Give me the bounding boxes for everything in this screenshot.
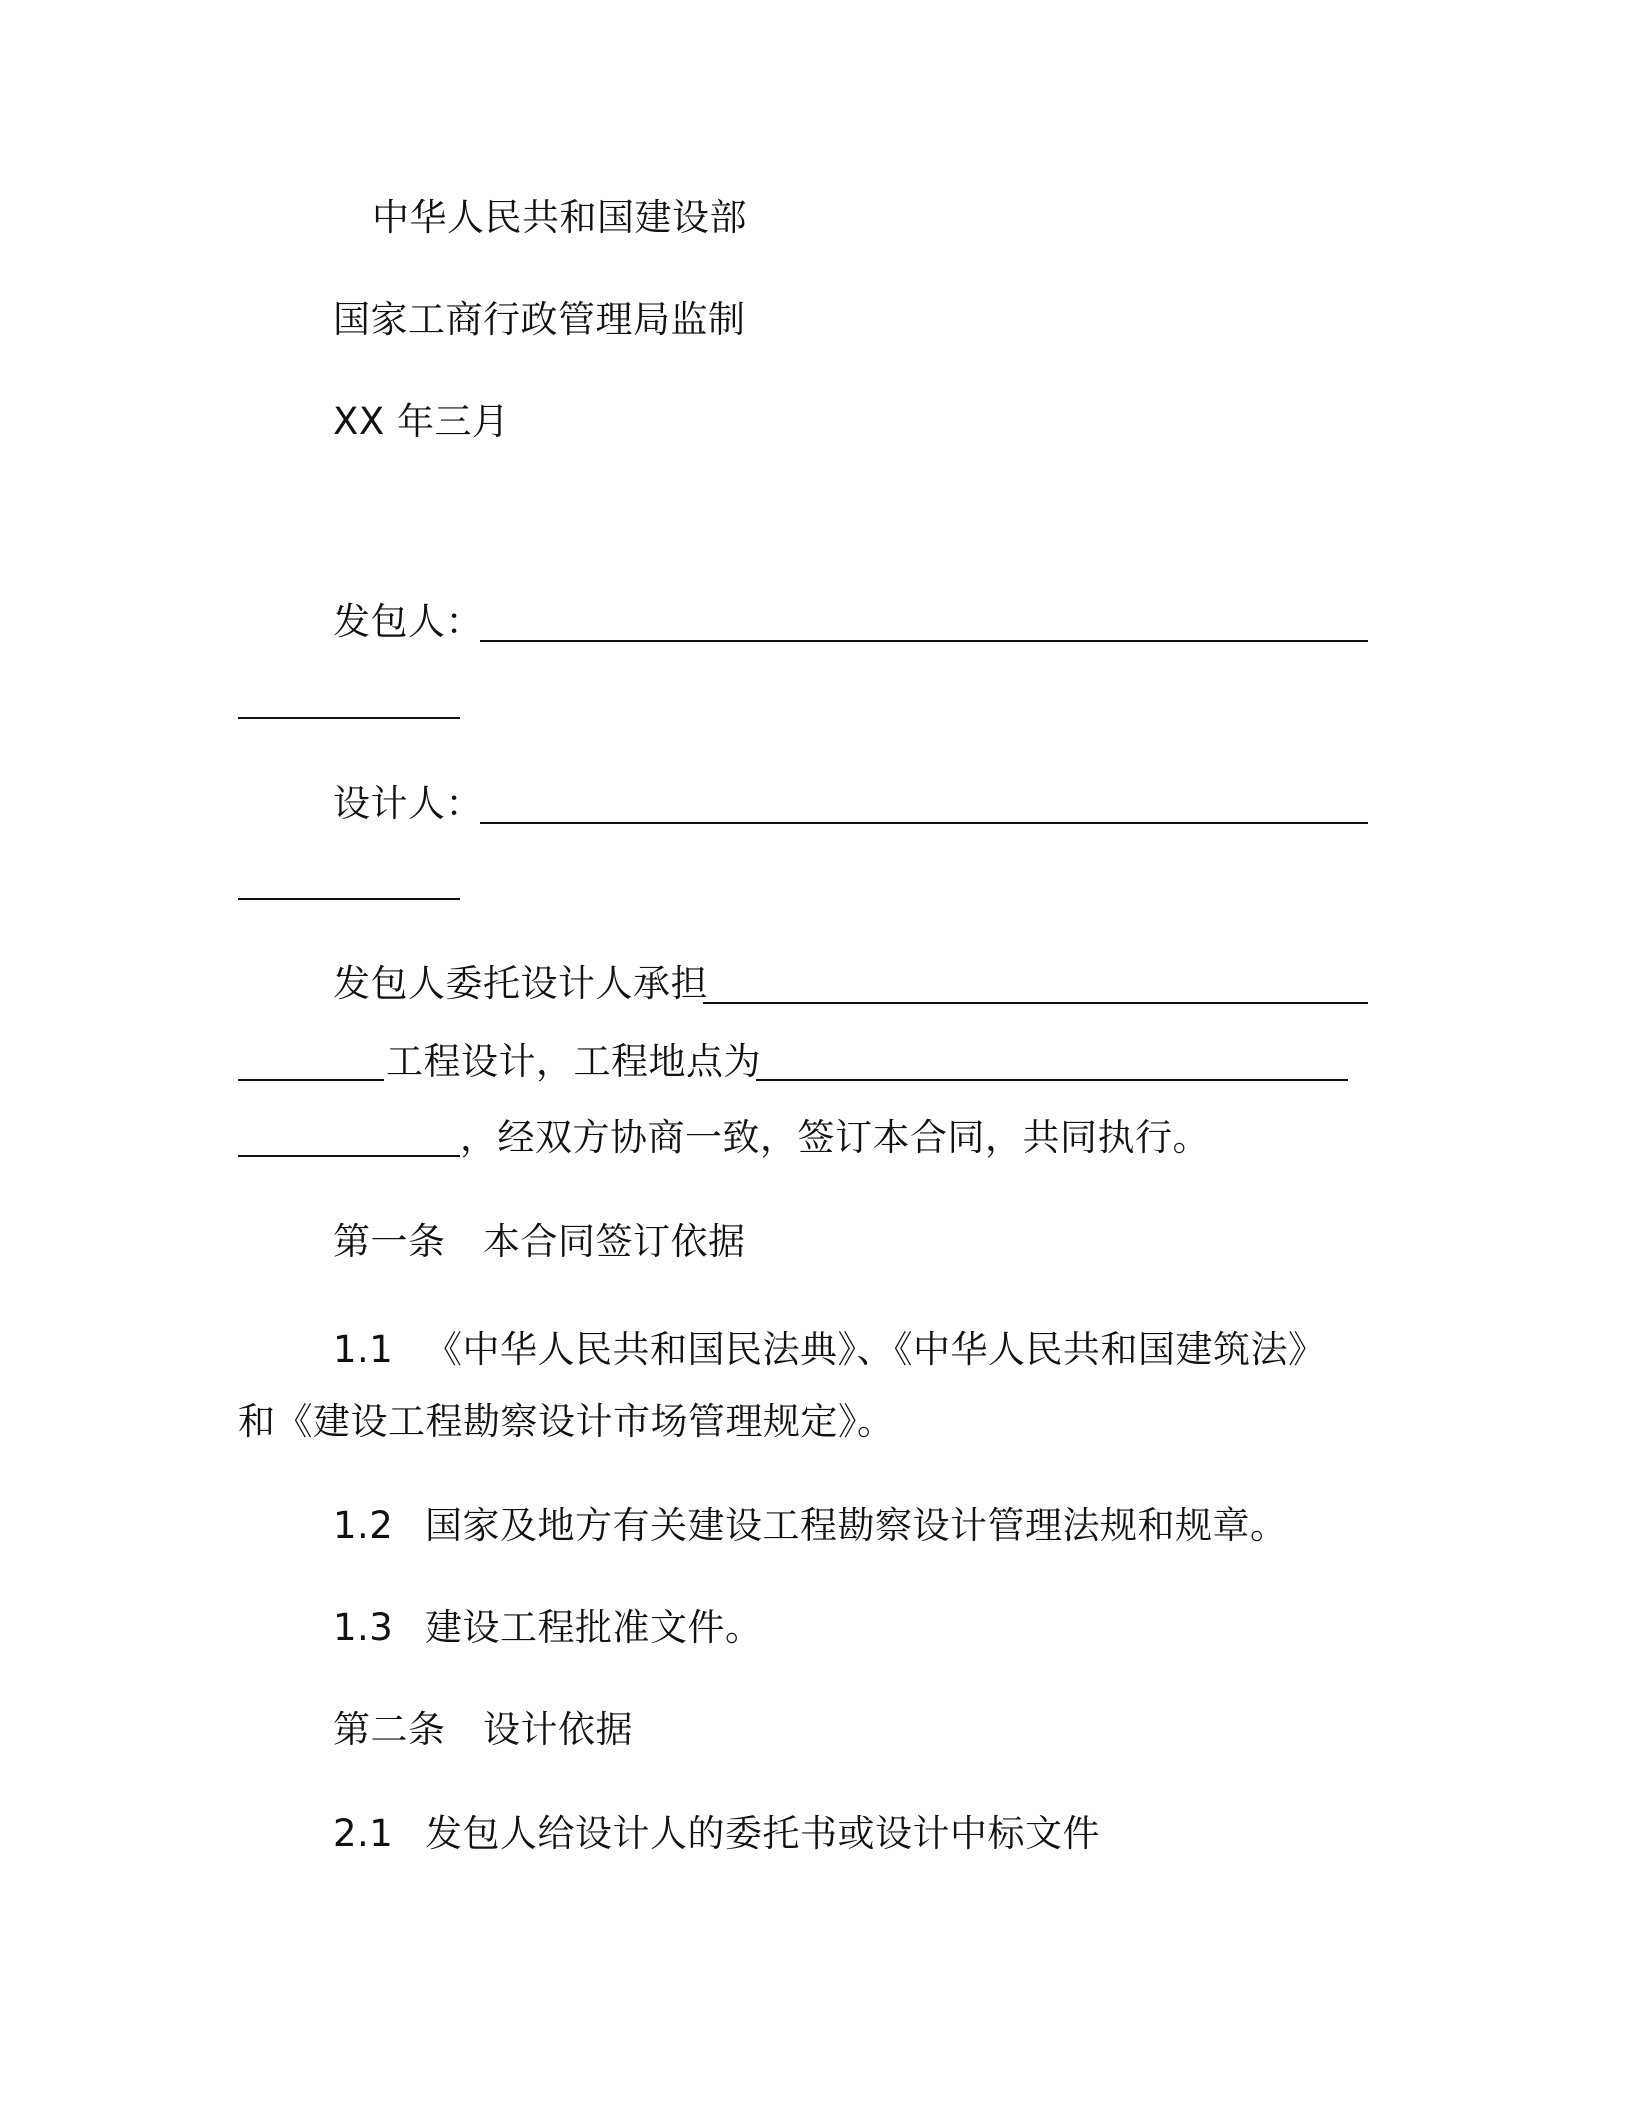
intro-part-2: 工程设计，工程地点为 — [386, 1040, 761, 1083]
project-location-fill-line-continued[interactable] — [238, 1155, 460, 1157]
intro-part-1: 发包人委托设计人承担 — [333, 962, 708, 1005]
intro-part-3: ，经双方协商一致，签订本合同，共同执行。 — [460, 1116, 1210, 1159]
clause-1-1 — [333, 1326, 1326, 1374]
article-2-number: 第二条 — [333, 1708, 446, 1751]
clause-1-3 — [333, 1604, 763, 1652]
employer-fill-line[interactable] — [480, 640, 1368, 642]
designer-fill-line[interactable] — [480, 822, 1368, 824]
clause-2-1 — [333, 1810, 1100, 1858]
project-name-fill-line-continued[interactable] — [238, 1079, 384, 1081]
clause-1-3-number: 1.3 — [333, 1606, 394, 1649]
project-location-fill-line[interactable] — [756, 1079, 1348, 1081]
clause-1-1-continuation: 和《建设工程勘察设计市场管理规定》。 — [238, 1400, 895, 1443]
clause-1-3-text: 建设工程批准文件。 — [425, 1606, 763, 1649]
article-2-title: 设计依据 — [483, 1708, 633, 1751]
employer-label: 发包人： — [333, 600, 483, 643]
issue-date: XX 年三月 — [333, 400, 510, 443]
clause-1-1-number: 1.1 — [333, 1328, 394, 1371]
article-2-heading — [333, 1706, 633, 1754]
issuer-line-2: 国家工商行政管理局监制 — [333, 298, 746, 341]
issuer-line-1: 中华人民共和国建设部 — [372, 196, 747, 239]
clause-1-2-text: 国家及地方有关建设工程勘察设计管理法规和规章。 — [425, 1504, 1288, 1547]
article-1-title: 本合同签订依据 — [483, 1220, 746, 1263]
employer-fill-line-continued[interactable] — [238, 717, 460, 719]
clause-1-2 — [333, 1502, 1288, 1550]
clause-1-2-number: 1.2 — [333, 1504, 394, 1547]
project-name-fill-line[interactable] — [703, 1002, 1368, 1004]
designer-fill-line-continued[interactable] — [238, 898, 460, 900]
clause-2-1-text: 发包人给设计人的委托书或设计中标文件 — [425, 1812, 1100, 1855]
clause-2-1-number: 2.1 — [333, 1812, 394, 1855]
clause-1-1-text: 《中华人民共和国民法典》、《中华人民共和国建筑法》 — [425, 1328, 1326, 1371]
article-1-heading — [333, 1218, 746, 1266]
designer-label: 设计人： — [333, 782, 483, 825]
article-1-number: 第一条 — [333, 1220, 446, 1263]
